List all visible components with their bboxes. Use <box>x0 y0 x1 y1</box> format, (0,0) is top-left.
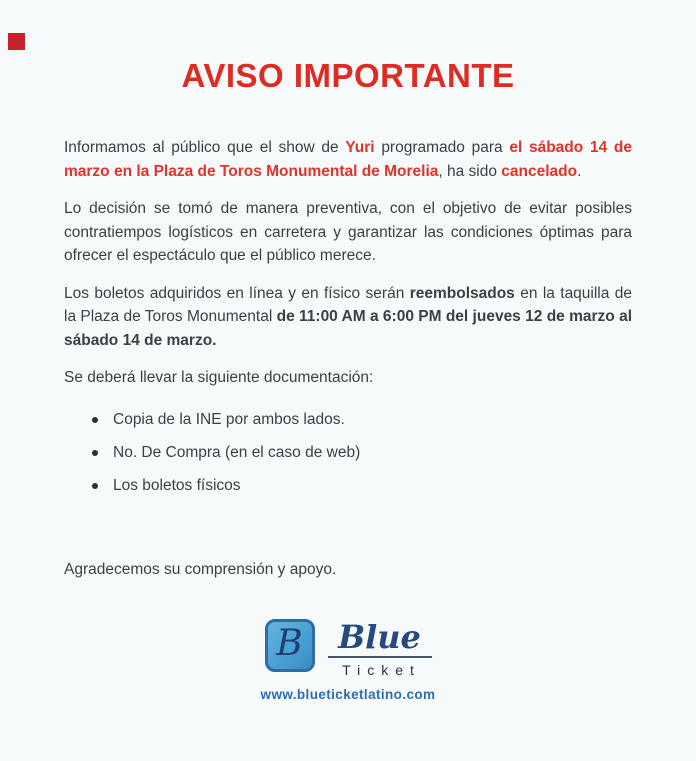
text-segment: , ha sido <box>438 162 502 180</box>
logo-monogram-box <box>265 619 315 672</box>
blue-ticket-logo <box>0 619 696 702</box>
list-item-label: Copia de la INE por ambos lados. <box>113 410 345 428</box>
logo-brand-script: Blue <box>338 618 421 656</box>
refund-schedule: de 11:00 AM a 6:00 PM del jueves 12 de marzo al sábado 14 de marzo. <box>64 308 632 349</box>
list-item-label: No. De Compra (en el caso de web) <box>113 443 361 461</box>
text-segment: Los boletos adquiridos en línea y en físico serán <box>64 284 410 302</box>
list-item-label: Los boletos físicos <box>113 476 241 494</box>
list-item <box>90 410 632 430</box>
list-item <box>90 443 632 463</box>
notice-body <box>64 136 632 581</box>
list-item <box>90 476 632 496</box>
paragraph-reason: Lo decisión se tomó de manera preventiva, con el objetivo de evitar posibles contratiempos logísticos en carretera y garantizar las condiciones óptimas para ofrecer el espectáculo que el público merece. <box>64 200 632 264</box>
event-date-venue: el sábado 14 de marzo en la Plaza de Toros Monumental de Morelia <box>64 139 632 180</box>
artist-name: Yuri <box>345 139 375 156</box>
paragraph-refunds <box>64 282 632 353</box>
red-square-mark <box>8 33 25 50</box>
cancelled-word: cancelado <box>501 162 578 180</box>
paragraph-documentation-intro: Se deberá llevar la siguiente documentación: <box>64 369 374 386</box>
logo-brand-spaced: Ticket <box>342 662 421 678</box>
page-title: AVISO IMPORTANTE <box>181 57 515 94</box>
logo-divider <box>328 656 432 658</box>
paragraph-cancellation <box>64 136 632 183</box>
website-url: www.blueticketlatino.com <box>260 687 436 702</box>
logo-row <box>265 619 432 678</box>
text-segment: . <box>577 162 582 180</box>
documentation-list <box>64 410 632 496</box>
refund-word: reembolsados <box>409 284 515 302</box>
text-segment: en la taquilla de la Plaza de Toros Monumental <box>64 284 632 325</box>
paragraph-closing: Agradecemos su comprensión y apoyo. <box>64 560 337 578</box>
text-segment: programado para <box>374 139 510 156</box>
logo-wordmark <box>328 619 432 678</box>
text-segment: Informamos al público que el show de <box>64 139 346 156</box>
logo-b-icon: B <box>276 622 303 664</box>
